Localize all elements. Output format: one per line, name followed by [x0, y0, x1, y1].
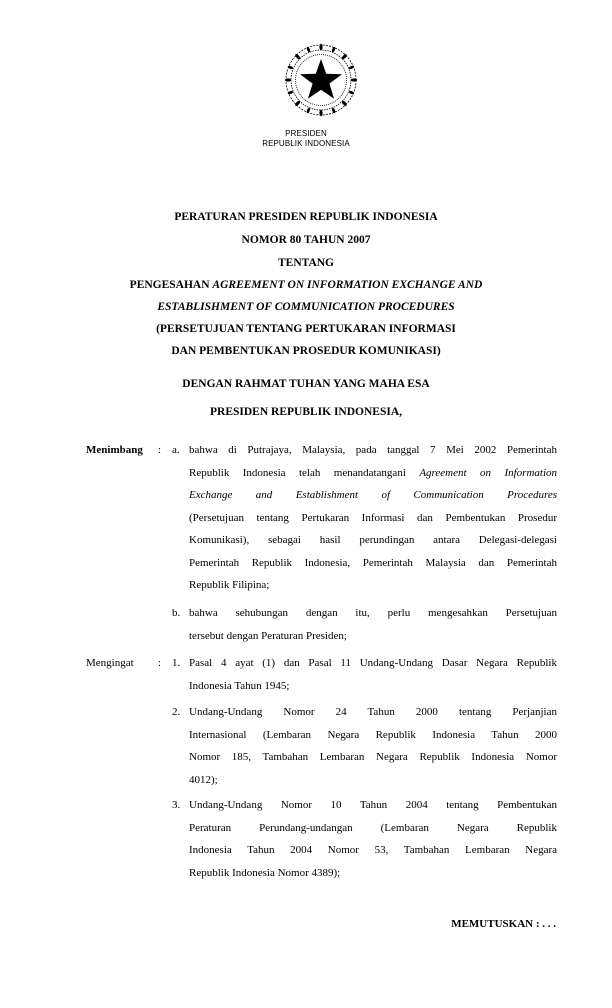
- invocation: DENGAN RAHMAT TUHAN YANG MAHA ESA: [182, 378, 430, 390]
- mengingat-1-marker: 1.: [172, 657, 181, 669]
- mengingat-3-marker: 3.: [172, 799, 181, 811]
- mengingat-3-text: Undang-Undang Nomor 10 Tahun 2004 tentang Pembentukan Peraturan Perundang-undangan (Lembaran Negara Republik Indonesia Tahun 2004 Nomor 53, Tambahan Lembaran Negara Republik Indonesia Nomor 4389);: [189, 799, 557, 879]
- regulation-number: NOMOR 80 TAHUN 2007: [241, 234, 371, 246]
- menimbang-b-marker: b.: [172, 607, 181, 619]
- mengingat-1-text: Pasal 4 ayat (1) dan Pasal 11 Undang-Undang Dasar Negara Republik Indonesia Tahun 1945;: [189, 657, 557, 692]
- continuation-marker: MEMUTUSKAN : . . .: [451, 918, 556, 930]
- menimbang-b-text: bahwa sehubungan dengan itu, perlu mengesahkan Persetujuan tersebut dengan Peraturan Presiden;: [189, 607, 557, 642]
- regulation-subject-line3: (PERSETUJUAN TENTANG PERTUKARAN INFORMASI: [156, 323, 456, 335]
- mengingat-colon: :: [158, 657, 162, 669]
- menimbang-a-marker: a.: [172, 444, 180, 456]
- menimbang-a-text: bahwa di Putrajaya, Malaysia, pada tanggal 7 Mei 2002 Pemerintah Republik Indonesia telah menandatangani Agreement on Information Exchange and Establishment of Communication Procedures (Persetujuan tentang Pertukaran Informasi dan Pembentukan Prosedur Komunikasi), sebagai hasil perundingan antara Delegasi-delegasi Pemerintah Republik Indonesia, Pemerintah Malaysia dan Pemerintah Republik Filipina;: [189, 444, 558, 591]
- subject-prefix: PENGESAHAN: [129, 279, 213, 291]
- state-emblem-icon: [283, 42, 359, 118]
- emblem-caption-presiden: PRESIDEN: [285, 129, 327, 138]
- regulation-title: PERATURAN PRESIDEN REPUBLIK INDONESIA: [174, 211, 438, 223]
- mengingat-label: Mengingat: [86, 657, 134, 669]
- regulation-subject-line1: [0, 278, 612, 292]
- regulation-tentang: TENTANG: [277, 257, 335, 269]
- authority: PRESIDEN REPUBLIK INDONESIA,: [209, 406, 403, 418]
- regulation-subject-line4: DAN PEMBENTUKAN PROSEDUR KOMUNIKASI): [171, 345, 441, 357]
- mengingat-2-text: Undang-Undang Nomor 24 Tahun 2000 tentang Perjanjian Internasional (Lembaran Negara Republik Indonesia Tahun 2000 Nomor 185, Tambahan Lembaran Negara Republik Indonesia Nomor 4012);: [189, 706, 557, 786]
- mengingat-2-marker: 2.: [172, 706, 181, 718]
- regulation-subject-line2: ESTABLISHMENT OF COMMUNICATION PROCEDURES: [157, 301, 455, 313]
- menimbang-colon: :: [158, 444, 162, 456]
- menimbang-label: Menimbang: [86, 444, 143, 456]
- emblem-caption-republik: REPUBLIK INDONESIA: [262, 139, 350, 148]
- subject-italic: AGREEMENT ON INFORMATION EXCHANGE AND: [212, 279, 483, 291]
